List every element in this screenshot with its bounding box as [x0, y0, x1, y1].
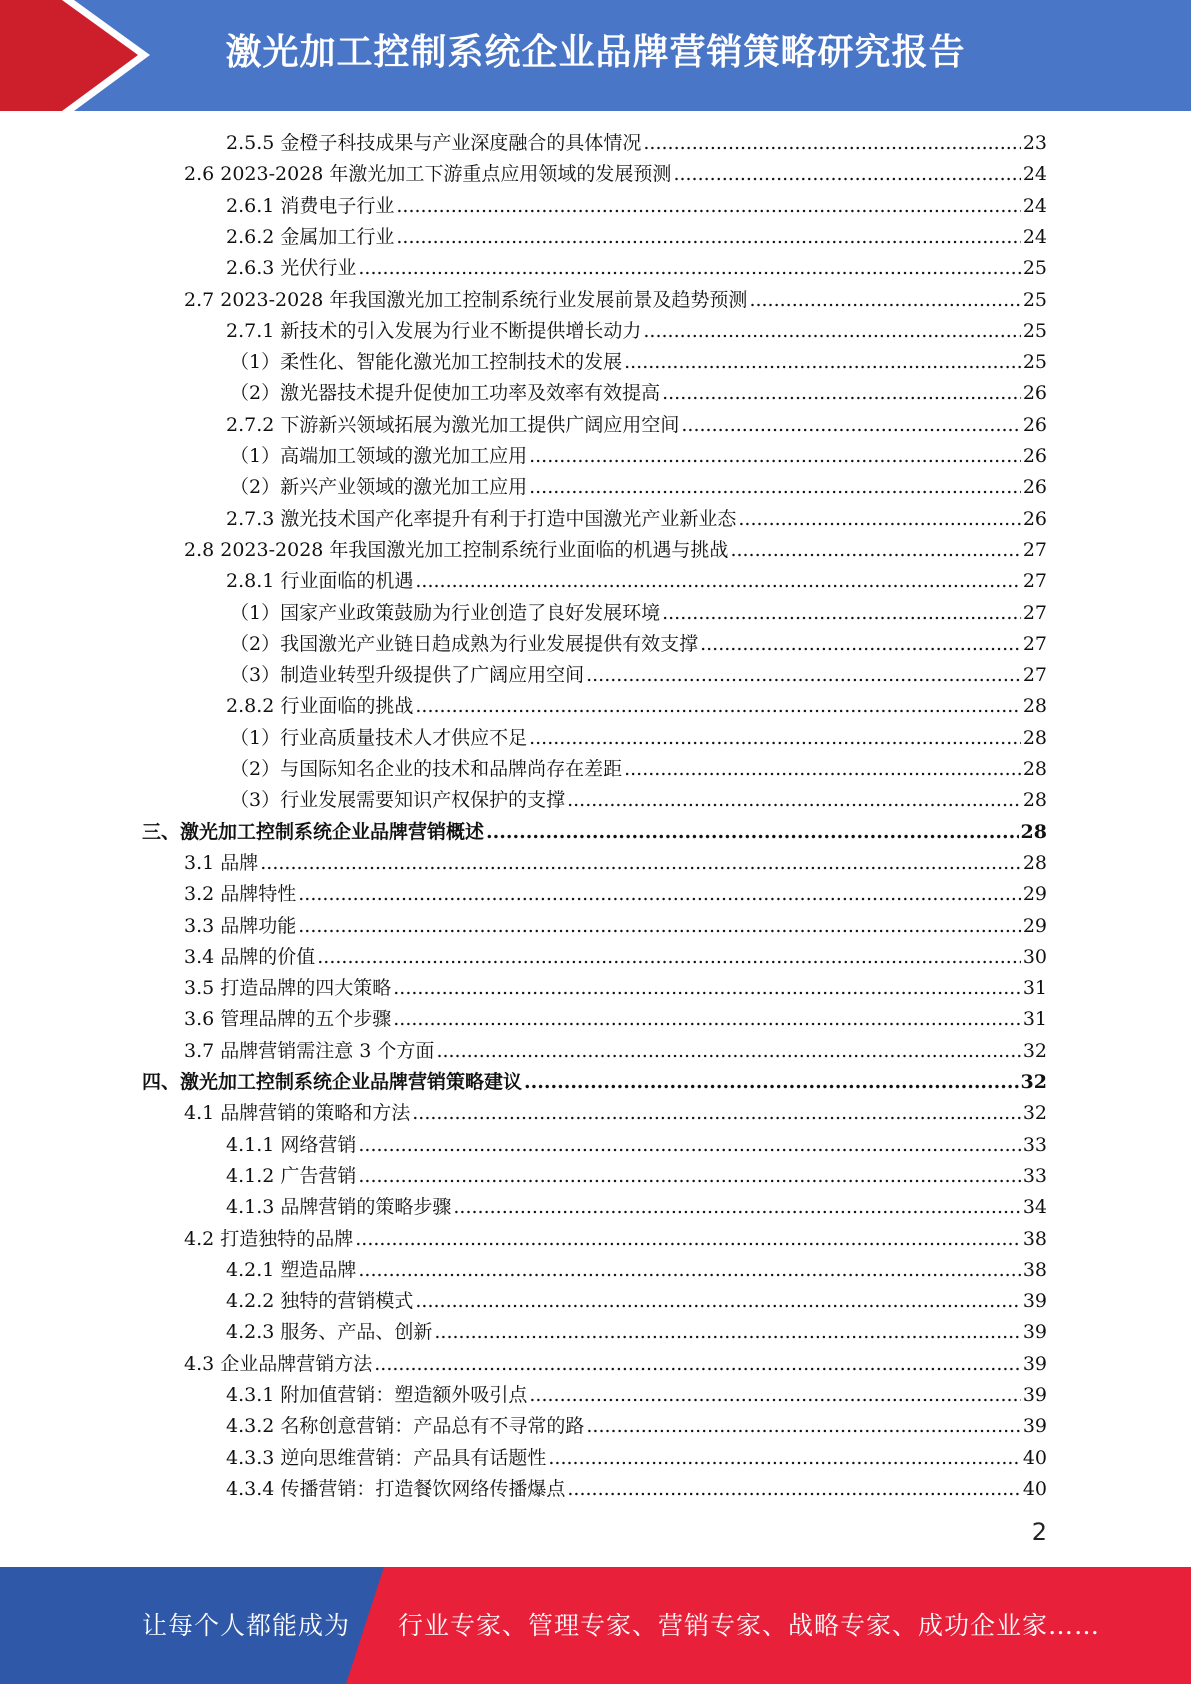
toc-entry-label: 2.7.1 新技术的引入发展为行业不断提供增长动力 — [226, 319, 642, 342]
toc-entry[interactable] — [230, 629, 1047, 660]
toc-entry-page: 25 — [1022, 319, 1047, 342]
toc-entry-label: 4.1 品牌营销的策略和方法 — [184, 1102, 411, 1125]
toc-entry-page: 27 — [1022, 664, 1047, 687]
toc-leader-dots — [529, 723, 1021, 754]
toc-entry-page: 38 — [1022, 1227, 1047, 1250]
toc-entry-label: 四、激光加工控制系统企业品牌营销策略建议 — [142, 1071, 523, 1093]
toc-entry[interactable] — [184, 942, 1047, 973]
toc-entry[interactable] — [230, 598, 1047, 629]
page-footer — [0, 1567, 1191, 1684]
toc-entry-label: 4.2.3 服务、产品、创新 — [226, 1321, 433, 1344]
toc-entry[interactable] — [226, 504, 1047, 535]
toc-entry-label: （3）行业发展需要知识产权保护的支撑 — [230, 789, 566, 812]
toc-entry-label: 4.2.2 独特的营销模式 — [226, 1290, 414, 1313]
report-title: 激光加工控制系统企业品牌营销策略研究报告 — [225, 32, 966, 73]
toc-entry-label: 2.7 2023-2028 年我国激光加工控制系统行业发展前景及趋势预测 — [184, 288, 748, 311]
toc-entry-label: （1）国家产业政策鼓励为行业创造了良好发展环境 — [230, 601, 661, 624]
toc-leader-dots — [567, 785, 1021, 816]
toc-entry-label: 2.6.2 金属加工行业 — [226, 225, 395, 248]
toc-entry-page: 29 — [1022, 883, 1047, 906]
toc-entry[interactable] — [226, 1443, 1047, 1474]
toc-entry-label: 4.1.1 网络营销 — [226, 1133, 357, 1156]
toc-entry-page: 31 — [1022, 1008, 1047, 1031]
toc-entry-page: 25 — [1022, 351, 1047, 374]
toc-entry[interactable] — [184, 285, 1047, 316]
toc-leader-dots — [662, 378, 1021, 409]
toc-entry[interactable] — [184, 879, 1047, 910]
toc-entry-label: （2）激光器技术提升促使加工功率及效率有效提高 — [230, 382, 661, 405]
toc-leader-dots — [486, 817, 1019, 848]
toc-entry[interactable] — [230, 347, 1047, 378]
toc-entry-label: 4.1.3 品牌营销的策略步骤 — [226, 1196, 452, 1219]
toc-entry-label: （2）我国激光产业链日趋成熟为行业发展提供有效支撑 — [230, 632, 699, 655]
toc-entry[interactable] — [184, 1036, 1047, 1067]
toc-entry-page: 26 — [1022, 445, 1047, 467]
toc-entry-label: 4.2 打造独特的品牌 — [184, 1227, 354, 1250]
toc-entry-page: 28 — [1022, 851, 1047, 874]
toc-leader-dots — [393, 973, 1021, 1004]
toc-leader-dots — [643, 128, 1020, 159]
footer-slogan-left: 让每个人都能成为 — [142, 1611, 351, 1640]
toc-entry-page: 27 — [1022, 570, 1047, 593]
toc-entry-page: 40 — [1022, 1446, 1047, 1469]
toc-entry-page: 38 — [1022, 1258, 1047, 1281]
toc-entry[interactable] — [226, 1255, 1047, 1286]
toc-entry[interactable] — [230, 785, 1047, 816]
toc-entry[interactable] — [230, 754, 1047, 785]
toc-entry[interactable] — [184, 1349, 1047, 1380]
toc-entry-label: 2.7.3 激光技术国产化率提升有利于打造中国激光产业新业态 — [226, 507, 737, 530]
toc-entry-page: 23 — [1022, 132, 1047, 154]
toc-entry-page: 24 — [1022, 194, 1047, 217]
toc-entry-page: 32 — [1022, 1039, 1047, 1062]
toc-entry-page: 28 — [1022, 726, 1047, 749]
toc-leader-dots — [396, 222, 1020, 253]
toc-leader-dots — [412, 1098, 1021, 1129]
toc-entry-label: 4.3.3 逆向思维营销：产品具有话题性 — [226, 1446, 547, 1469]
toc-leader-dots — [662, 598, 1021, 629]
toc-entry[interactable] — [226, 1130, 1047, 1161]
toc-leader-dots — [624, 754, 1021, 785]
toc-leader-dots — [643, 316, 1020, 347]
toc-entry[interactable] — [230, 723, 1047, 754]
toc-entry-page: 28 — [1022, 789, 1047, 812]
toc-leader-dots — [358, 1255, 1020, 1286]
toc-entry[interactable] — [184, 1224, 1047, 1255]
toc-entry-page: 39 — [1022, 1384, 1047, 1406]
toc-leader-dots — [436, 1036, 1020, 1067]
toc-leader-dots — [396, 191, 1020, 222]
toc-entry[interactable] — [226, 566, 1047, 597]
toc-leader-dots — [624, 347, 1021, 378]
toc-leader-dots — [453, 1192, 1020, 1223]
toc-entry-label: 2.6.1 消费电子行业 — [226, 194, 395, 217]
toc-entry[interactable] — [226, 1317, 1047, 1348]
toc-entry[interactable] — [184, 973, 1047, 1004]
toc-entry-page: 27 — [1022, 601, 1047, 624]
toc-leader-dots — [529, 441, 1021, 472]
toc-entry[interactable] — [226, 691, 1047, 722]
toc-entry[interactable] — [230, 660, 1047, 691]
toc-entry[interactable] — [226, 253, 1047, 284]
toc-entry-page: 24 — [1022, 225, 1047, 248]
toc-entry-page: 25 — [1022, 257, 1047, 280]
toc-leader-dots — [749, 285, 1020, 316]
red-chevron-icon — [0, 0, 160, 111]
toc-entry-page: 32 — [1020, 1071, 1047, 1093]
toc-entry-label: 2.6.3 光伏行业 — [226, 257, 357, 280]
toc-leader-dots — [415, 566, 1020, 597]
toc-leader-dots — [529, 1380, 1020, 1411]
toc-entry-page: 39 — [1022, 1290, 1047, 1313]
toc-leader-dots — [434, 1317, 1020, 1348]
toc-entry-page: 39 — [1022, 1415, 1047, 1438]
toc-leader-dots — [355, 1224, 1021, 1255]
toc-entry-page: 28 — [1020, 820, 1047, 843]
toc-leader-dots — [415, 691, 1020, 722]
toc-leader-dots — [260, 848, 1021, 879]
toc-entry[interactable] — [226, 410, 1047, 441]
toc-entry-label: 4.3.2 名称创意营销：产品总有不寻常的路 — [226, 1415, 585, 1438]
toc-entry-label: （1）行业高质量技术人才供应不足 — [230, 726, 528, 749]
toc-entry-label: 2.7.2 下游新兴领域拓展为激光加工提供广阔应用空间 — [226, 413, 680, 436]
toc-entry[interactable] — [142, 1067, 1047, 1098]
toc-entry[interactable] — [184, 159, 1047, 190]
toc-entry[interactable] — [184, 848, 1047, 879]
footer-slogan-right: 行业专家、管理专家、营销专家、战略专家、成功企业家…… — [398, 1611, 1101, 1640]
toc-entry-label: 3.3 品牌功能 — [184, 914, 297, 937]
toc-entry-label: （1）高端加工领域的激光加工应用 — [230, 445, 528, 467]
toc-leader-dots — [681, 410, 1020, 441]
toc-entry-label: 3.4 品牌的价值 — [184, 945, 316, 968]
toc-entry-label: 3.6 管理品牌的五个步骤 — [184, 1008, 392, 1031]
toc-entry[interactable] — [226, 1161, 1047, 1192]
toc-entry-label: 2.8.1 行业面临的机遇 — [226, 570, 414, 593]
toc-leader-dots — [586, 1411, 1020, 1442]
toc-entry[interactable] — [184, 1004, 1047, 1035]
toc-entry[interactable] — [226, 316, 1047, 347]
toc-entry-page: 25 — [1022, 288, 1047, 311]
toc-leader-dots — [393, 1004, 1021, 1035]
toc-entry[interactable] — [230, 378, 1047, 409]
toc-entry[interactable] — [184, 911, 1047, 942]
toc-leader-dots — [358, 253, 1020, 284]
toc-entry-page: 31 — [1022, 977, 1047, 1000]
toc-entry-page: 28 — [1022, 695, 1047, 718]
toc-entry[interactable] — [226, 1474, 1047, 1505]
toc-leader-dots — [586, 660, 1021, 691]
toc-entry-page: 26 — [1022, 413, 1047, 436]
toc-leader-dots — [298, 879, 1021, 910]
toc-entry-page: 26 — [1022, 476, 1047, 499]
toc-leader-dots — [673, 159, 1020, 190]
toc-leader-dots — [317, 942, 1021, 973]
toc-leader-dots — [730, 535, 1020, 566]
toc-entry-page: 33 — [1022, 1164, 1047, 1187]
toc-entry[interactable] — [142, 817, 1047, 848]
toc-leader-dots — [298, 911, 1021, 942]
toc-entry-label: 3.7 品牌营销需注意 3 个方面 — [184, 1039, 435, 1062]
toc-entry-page: 32 — [1022, 1102, 1047, 1125]
toc-entry-page: 29 — [1022, 914, 1047, 937]
toc-leader-dots — [548, 1443, 1020, 1474]
toc-entry-page: 27 — [1022, 632, 1047, 655]
toc-entry-page: 28 — [1022, 758, 1047, 780]
toc-entry-page: 26 — [1022, 382, 1047, 405]
toc-leader-dots — [700, 629, 1021, 660]
toc-entry-page: 34 — [1022, 1196, 1047, 1219]
toc-entry-label: 2.8.2 行业面临的挑战 — [226, 695, 414, 718]
toc-leader-dots — [358, 1130, 1020, 1161]
toc-entry[interactable] — [230, 441, 1047, 472]
toc-entry-page: 30 — [1022, 945, 1047, 968]
toc-entry-page: 39 — [1022, 1352, 1047, 1375]
toc-entry[interactable] — [226, 191, 1047, 222]
toc-entry[interactable] — [226, 1286, 1047, 1317]
toc-leader-dots — [567, 1474, 1020, 1505]
toc-entry-label: 三、激光加工控制系统企业品牌营销概述 — [142, 820, 485, 843]
toc-entry-label: （1）柔性化、智能化激光加工控制技术的发展 — [230, 351, 623, 374]
toc-entry[interactable] — [226, 1192, 1047, 1223]
toc-entry-label: 4.2.1 塑造品牌 — [226, 1258, 357, 1281]
toc-leader-dots — [415, 1286, 1020, 1317]
toc-entry-page: 39 — [1022, 1321, 1047, 1344]
toc-leader-dots — [738, 504, 1020, 535]
toc-entry-label: 2.5.5 金橙子科技成果与产业深度融合的具体情况 — [226, 132, 642, 154]
toc-entry-label: 2.8 2023-2028 年我国激光加工控制系统行业面临的机遇与挑战 — [184, 538, 729, 561]
toc-entry[interactable] — [226, 222, 1047, 253]
toc-leader-dots — [529, 472, 1021, 503]
toc-entry[interactable] — [184, 1098, 1047, 1129]
toc-entry[interactable] — [226, 128, 1047, 159]
toc-entry-label: （2）新兴产业领域的激光加工应用 — [230, 476, 528, 499]
toc-entry-label: 2.6 2023-2028 年激光加工下游重点应用领域的发展预测 — [184, 163, 672, 186]
toc-entry-label: （3）制造业转型升级提供了广阔应用空间 — [230, 664, 585, 687]
toc-entry-label: 4.3.1 附加值营销：塑造额外吸引点 — [226, 1384, 528, 1406]
toc-entry[interactable] — [230, 472, 1047, 503]
toc-entry-page: 26 — [1022, 507, 1047, 530]
toc-entry-page: 40 — [1022, 1477, 1047, 1500]
toc-entry-label: 3.2 品牌特性 — [184, 883, 297, 906]
toc-entry-page: 24 — [1022, 163, 1047, 186]
toc-leader-dots — [524, 1067, 1019, 1098]
toc-entry[interactable] — [226, 1380, 1047, 1411]
toc-entry-page: 27 — [1022, 538, 1047, 561]
page-number: 2 — [1031, 1518, 1047, 1546]
toc-entry-label: 3.5 打造品牌的四大策略 — [184, 977, 392, 1000]
toc-entry-label: 4.3.4 传播营销：打造餐饮网络传播爆点 — [226, 1477, 566, 1500]
toc-leader-dots — [358, 1161, 1020, 1192]
page-header — [0, 0, 1191, 111]
toc-entry-page: 33 — [1022, 1133, 1047, 1156]
toc-entry-label: （2）与国际知名企业的技术和品牌尚存在差距 — [230, 758, 623, 780]
toc-leader-dots — [374, 1349, 1021, 1380]
toc-entry[interactable] — [184, 535, 1047, 566]
toc-entry[interactable] — [226, 1411, 1047, 1442]
toc-entry-label: 4.3 企业品牌营销方法 — [184, 1352, 373, 1375]
toc-entry-label: 4.1.2 广告营销 — [226, 1164, 357, 1187]
toc-entry-label: 3.1 品牌 — [184, 851, 259, 874]
